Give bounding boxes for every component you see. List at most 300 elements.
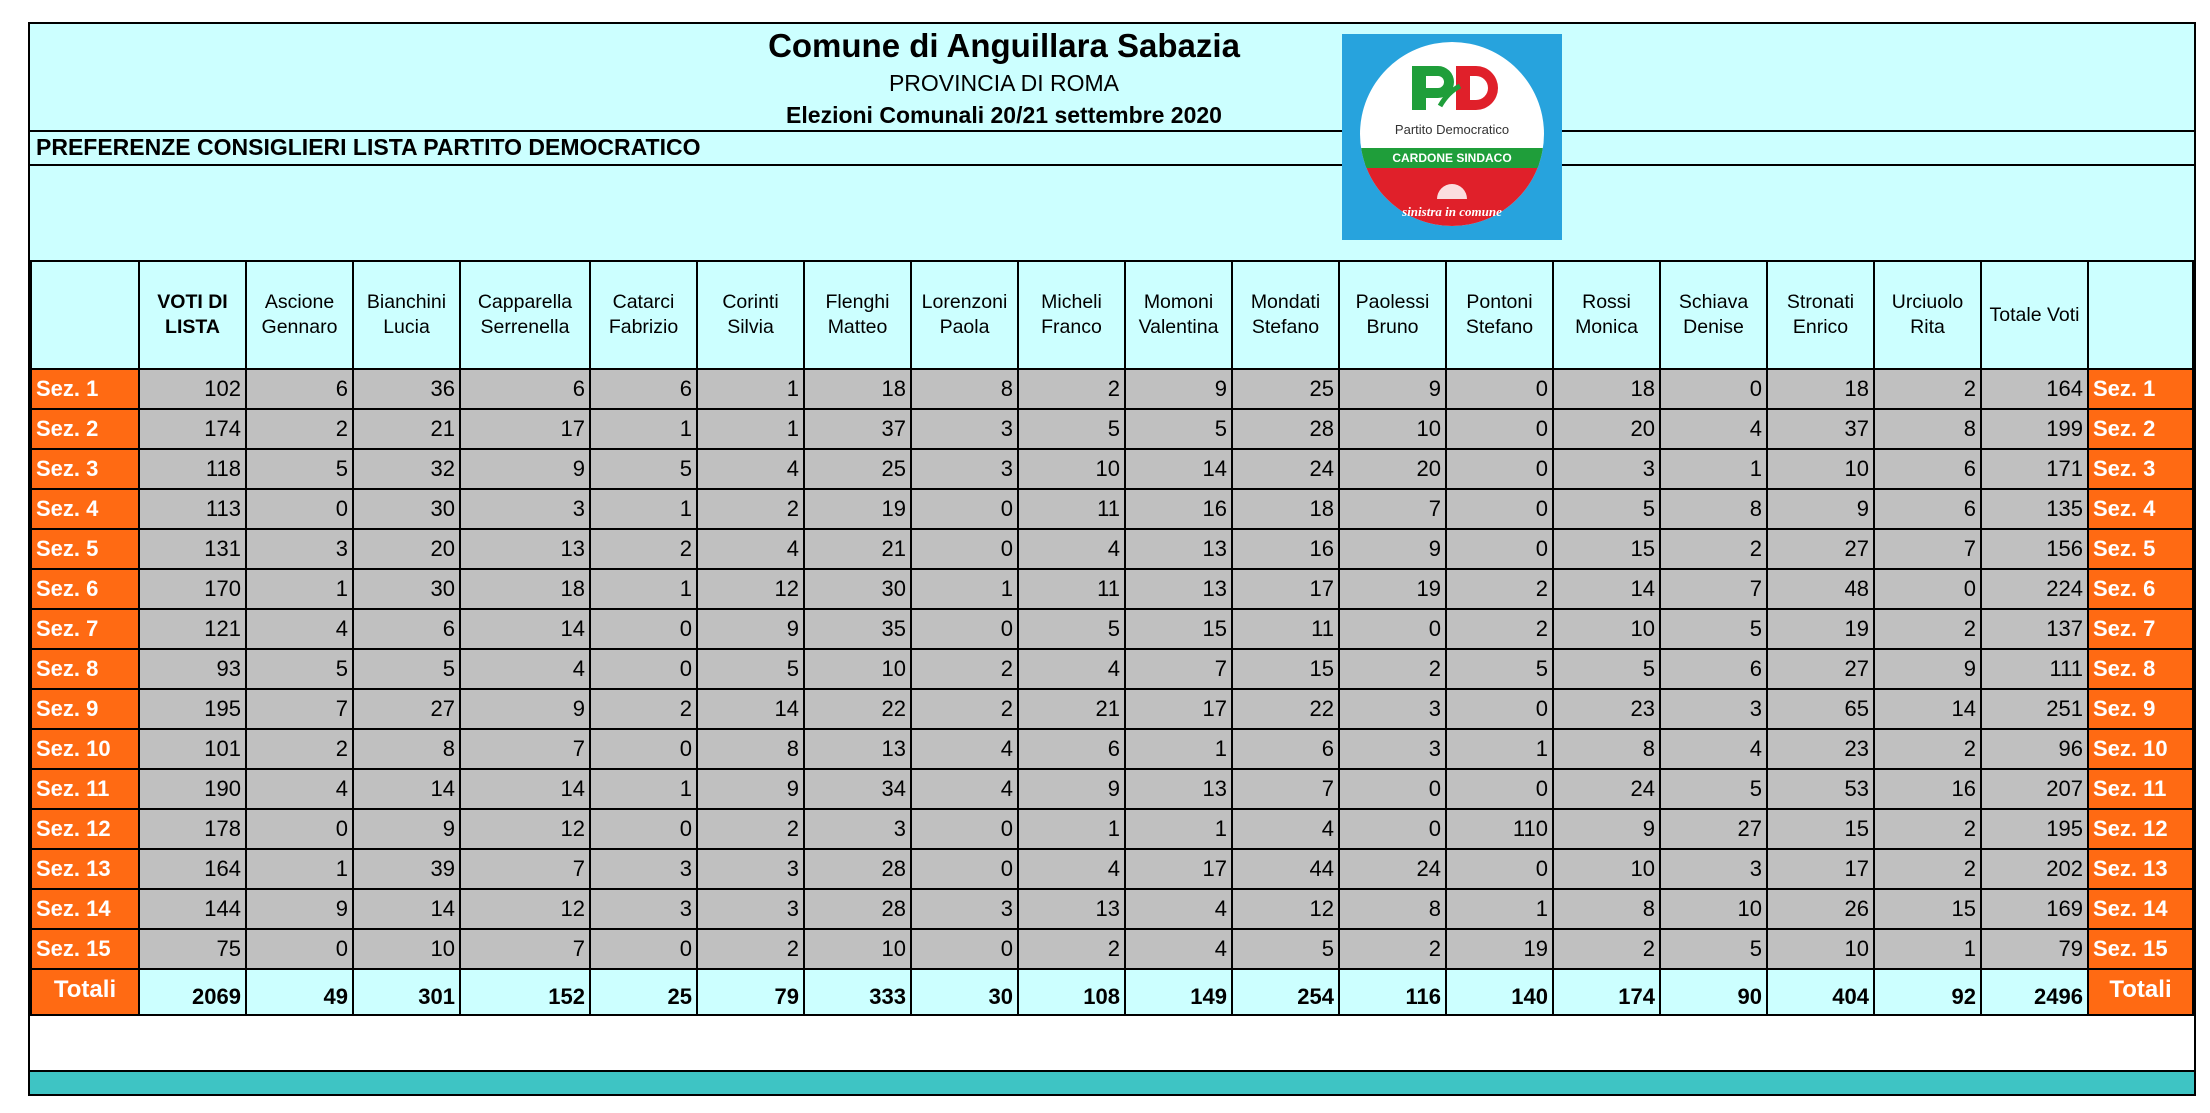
column-header bbox=[1446, 261, 1553, 369]
vote-cell: 8 bbox=[353, 729, 460, 769]
vote-cell: 27 bbox=[353, 689, 460, 729]
vote-cell: 22 bbox=[1232, 689, 1339, 729]
logo-slogan: sinistra in comune bbox=[1402, 204, 1502, 219]
vote-cell: 1 bbox=[911, 569, 1018, 609]
vote-cell: 28 bbox=[804, 889, 911, 929]
vote-cell: 8 bbox=[697, 729, 804, 769]
column-header-line: LISTA bbox=[165, 316, 220, 338]
vote-cell: 12 bbox=[697, 569, 804, 609]
total-votes-cell: 171 bbox=[1981, 449, 2088, 489]
vote-cell: 27 bbox=[1660, 809, 1767, 849]
vote-cell: 22 bbox=[804, 689, 911, 729]
column-header-line: Capparella bbox=[477, 291, 573, 313]
vote-cell: 24 bbox=[1232, 449, 1339, 489]
vote-cell: 0 bbox=[1446, 529, 1553, 569]
vote-cell: 5 bbox=[697, 649, 804, 689]
vote-cell: 2 bbox=[1874, 849, 1981, 889]
vote-cell: 10 bbox=[353, 929, 460, 969]
vote-cell: 53 bbox=[1767, 769, 1874, 809]
column-header-line: Rita bbox=[1910, 316, 1945, 338]
total-cell: 25 bbox=[590, 969, 697, 1015]
list-votes-cell: 131 bbox=[139, 529, 246, 569]
column-header bbox=[246, 261, 353, 369]
vote-cell: 8 bbox=[1553, 889, 1660, 929]
vote-cell: 2 bbox=[1874, 809, 1981, 849]
vote-cell: 9 bbox=[697, 769, 804, 809]
list-votes-cell: 75 bbox=[139, 929, 246, 969]
vote-cell: 2 bbox=[246, 409, 353, 449]
vote-cell: 6 bbox=[1874, 449, 1981, 489]
vote-cell: 8 bbox=[911, 369, 1018, 409]
vote-cell: 25 bbox=[1232, 369, 1339, 409]
vote-cell: 5 bbox=[1125, 409, 1232, 449]
column-header bbox=[1767, 261, 1874, 369]
vote-cell: 3 bbox=[1339, 729, 1446, 769]
vote-cell: 9 bbox=[1767, 489, 1874, 529]
total-cell: 90 bbox=[1660, 969, 1767, 1015]
vote-cell: 18 bbox=[804, 369, 911, 409]
vote-cell: 4 bbox=[460, 649, 590, 689]
list-votes-cell: 102 bbox=[139, 369, 246, 409]
vote-cell: 2 bbox=[1339, 649, 1446, 689]
vote-cell: 4 bbox=[1660, 409, 1767, 449]
section-label-cell: Sez. 9 bbox=[2088, 689, 2193, 729]
total-votes-cell: 111 bbox=[1981, 649, 2088, 689]
logo-banner: CARDONE SINDACO bbox=[1392, 151, 1512, 165]
vote-cell: 9 bbox=[1018, 769, 1125, 809]
vote-cell: 20 bbox=[1339, 449, 1446, 489]
vote-cell: 2 bbox=[1874, 369, 1981, 409]
vote-cell: 7 bbox=[1339, 489, 1446, 529]
page-title: Comune di Anguillara Sabazia bbox=[768, 27, 1240, 64]
list-votes-cell: 170 bbox=[139, 569, 246, 609]
section-label-cell: Sez. 13 bbox=[2088, 849, 2193, 889]
vote-cell: 35 bbox=[804, 609, 911, 649]
vote-cell: 9 bbox=[460, 689, 590, 729]
section-label-cell: Sez. 1 bbox=[2088, 369, 2193, 409]
total-votes-cell: 207 bbox=[1981, 769, 2088, 809]
totals-row bbox=[31, 969, 2193, 1015]
vote-cell: 0 bbox=[590, 929, 697, 969]
vote-cell: 37 bbox=[804, 409, 911, 449]
column-header-line: Paolessi bbox=[1355, 291, 1430, 313]
vote-cell: 2 bbox=[1874, 729, 1981, 769]
vote-cell: 17 bbox=[1125, 689, 1232, 729]
vote-cell: 1 bbox=[1446, 729, 1553, 769]
vote-cell: 5 bbox=[1660, 929, 1767, 969]
column-header bbox=[353, 261, 460, 369]
vote-cell: 1 bbox=[590, 409, 697, 449]
section-label-cell: Sez. 4 bbox=[2088, 489, 2193, 529]
column-header-line: Stefano bbox=[1465, 316, 1534, 338]
section-label-cell: Sez. 6 bbox=[31, 569, 139, 609]
vote-cell: 3 bbox=[911, 409, 1018, 449]
table-row bbox=[31, 409, 2193, 449]
vote-cell: 2 bbox=[911, 689, 1018, 729]
vote-cell: 14 bbox=[1553, 569, 1660, 609]
vote-cell: 1 bbox=[1125, 809, 1232, 849]
logo-party-name: Partito Democratico bbox=[1394, 122, 1510, 137]
vote-cell: 3 bbox=[804, 809, 911, 849]
total-cell: 116 bbox=[1339, 969, 1446, 1015]
section-label-cell: Sez. 2 bbox=[31, 409, 139, 449]
vote-cell: 0 bbox=[1446, 849, 1553, 889]
vote-cell: 4 bbox=[697, 529, 804, 569]
table-row bbox=[31, 649, 2193, 689]
section-label-cell: Sez. 2 bbox=[2088, 409, 2193, 449]
column-header-line: Stefano bbox=[1251, 316, 1320, 338]
vote-cell: 2 bbox=[590, 529, 697, 569]
section-label-cell: Sez. 15 bbox=[2088, 929, 2193, 969]
total-cell: 92 bbox=[1874, 969, 1981, 1015]
vote-cell: 14 bbox=[1125, 449, 1232, 489]
list-votes-cell: 113 bbox=[139, 489, 246, 529]
results-sheet bbox=[28, 22, 2196, 1096]
vote-cell: 0 bbox=[1339, 809, 1446, 849]
vote-cell: 8 bbox=[1339, 889, 1446, 929]
vote-cell: 21 bbox=[353, 409, 460, 449]
total-cell: 301 bbox=[353, 969, 460, 1015]
column-header bbox=[1018, 261, 1125, 369]
vote-cell: 3 bbox=[590, 849, 697, 889]
vote-cell: 0 bbox=[1446, 689, 1553, 729]
column-header-line: Paola bbox=[939, 316, 990, 338]
total-cell: 2496 bbox=[1981, 969, 2088, 1015]
party-logo bbox=[1342, 34, 1562, 240]
column-header-line: Bruno bbox=[1366, 316, 1419, 338]
column-header-line: Totale Voti bbox=[1989, 303, 2080, 326]
total-cell: 79 bbox=[697, 969, 804, 1015]
vote-cell: 25 bbox=[804, 449, 911, 489]
vote-cell: 0 bbox=[1446, 409, 1553, 449]
vote-cell: 11 bbox=[1018, 489, 1125, 529]
vote-cell: 19 bbox=[804, 489, 911, 529]
vote-cell: 18 bbox=[460, 569, 590, 609]
header-corner bbox=[31, 261, 139, 369]
vote-cell: 15 bbox=[1232, 649, 1339, 689]
vote-cell: 9 bbox=[246, 889, 353, 929]
vote-cell: 2 bbox=[911, 649, 1018, 689]
election-label: Elezioni Comunali 20/21 settembre 2020 bbox=[786, 102, 1222, 128]
vote-cell: 7 bbox=[246, 689, 353, 729]
vote-cell: 5 bbox=[1660, 609, 1767, 649]
vote-cell: 27 bbox=[1767, 529, 1874, 569]
vote-cell: 0 bbox=[1874, 569, 1981, 609]
section-label-cell: Sez. 4 bbox=[31, 489, 139, 529]
vote-cell: 6 bbox=[460, 369, 590, 409]
vote-cell: 19 bbox=[1767, 609, 1874, 649]
list-votes-cell: 101 bbox=[139, 729, 246, 769]
column-header-line: Ascione bbox=[264, 291, 335, 313]
column-header-line: Lorenzoni bbox=[921, 291, 1008, 313]
votes-table bbox=[30, 260, 2194, 1016]
vote-cell: 14 bbox=[353, 769, 460, 809]
vote-cell: 10 bbox=[804, 929, 911, 969]
vote-cell: 16 bbox=[1874, 769, 1981, 809]
vote-cell: 0 bbox=[1446, 489, 1553, 529]
vote-cell: 32 bbox=[353, 449, 460, 489]
vote-cell: 13 bbox=[1125, 529, 1232, 569]
vote-cell: 24 bbox=[1339, 849, 1446, 889]
vote-cell: 2 bbox=[1660, 529, 1767, 569]
list-votes-cell: 118 bbox=[139, 449, 246, 489]
vote-cell: 15 bbox=[1874, 889, 1981, 929]
total-cell: 152 bbox=[460, 969, 590, 1015]
column-header-line: Momoni bbox=[1143, 291, 1214, 313]
column-header-line: Franco bbox=[1041, 316, 1102, 338]
vote-cell: 3 bbox=[1339, 689, 1446, 729]
vote-cell: 16 bbox=[1125, 489, 1232, 529]
section-label-cell: Sez. 10 bbox=[31, 729, 139, 769]
vote-cell: 2 bbox=[1446, 569, 1553, 609]
vote-cell: 14 bbox=[1874, 689, 1981, 729]
vote-cell: 3 bbox=[590, 889, 697, 929]
vote-cell: 12 bbox=[1232, 889, 1339, 929]
section-label-cell: Sez. 5 bbox=[31, 529, 139, 569]
vote-cell: 5 bbox=[1446, 649, 1553, 689]
vote-cell: 7 bbox=[1125, 649, 1232, 689]
vote-cell: 17 bbox=[460, 409, 590, 449]
total-votes-cell: 251 bbox=[1981, 689, 2088, 729]
vote-cell: 5 bbox=[246, 449, 353, 489]
vote-cell: 2 bbox=[1446, 609, 1553, 649]
list-votes-cell: 144 bbox=[139, 889, 246, 929]
vote-cell: 21 bbox=[1018, 689, 1125, 729]
vote-cell: 0 bbox=[911, 529, 1018, 569]
vote-cell: 0 bbox=[590, 729, 697, 769]
divider bbox=[30, 130, 2194, 132]
vote-cell: 20 bbox=[353, 529, 460, 569]
total-votes-cell: 202 bbox=[1981, 849, 2088, 889]
section-label-cell: Sez. 3 bbox=[31, 449, 139, 489]
vote-cell: 3 bbox=[697, 889, 804, 929]
vote-cell: 5 bbox=[590, 449, 697, 489]
total-votes-cell: 137 bbox=[1981, 609, 2088, 649]
column-header-line: Rossi bbox=[1582, 291, 1631, 313]
vote-cell: 5 bbox=[1232, 929, 1339, 969]
section-label-cell: Sez. 13 bbox=[31, 849, 139, 889]
vote-cell: 2 bbox=[1874, 609, 1981, 649]
section-label-cell: Sez. 8 bbox=[2088, 649, 2193, 689]
column-header-line: Lucia bbox=[383, 316, 430, 338]
vote-cell: 0 bbox=[590, 609, 697, 649]
totals-label: Totali bbox=[2088, 969, 2193, 1015]
vote-cell: 9 bbox=[1553, 809, 1660, 849]
list-votes-cell: 178 bbox=[139, 809, 246, 849]
vote-cell: 2 bbox=[697, 489, 804, 529]
vote-cell: 5 bbox=[1018, 609, 1125, 649]
vote-cell: 18 bbox=[1767, 369, 1874, 409]
totals-label: Totali bbox=[31, 969, 139, 1015]
vote-cell: 6 bbox=[246, 369, 353, 409]
vote-cell: 4 bbox=[1018, 849, 1125, 889]
vote-cell: 10 bbox=[1339, 409, 1446, 449]
column-header bbox=[1874, 261, 1981, 369]
total-cell: 404 bbox=[1767, 969, 1874, 1015]
vote-cell: 12 bbox=[460, 889, 590, 929]
vote-cell: 4 bbox=[697, 449, 804, 489]
total-cell: 108 bbox=[1018, 969, 1125, 1015]
vote-cell: 7 bbox=[460, 849, 590, 889]
table-row bbox=[31, 689, 2193, 729]
header-corner bbox=[2088, 261, 2193, 369]
vote-cell: 10 bbox=[1660, 889, 1767, 929]
list-votes-cell: 93 bbox=[139, 649, 246, 689]
vote-cell: 10 bbox=[1767, 449, 1874, 489]
section-label-cell: Sez. 5 bbox=[2088, 529, 2193, 569]
vote-cell: 4 bbox=[1125, 929, 1232, 969]
vote-cell: 23 bbox=[1553, 689, 1660, 729]
vote-cell: 8 bbox=[1874, 409, 1981, 449]
vote-cell: 15 bbox=[1553, 529, 1660, 569]
vote-cell: 10 bbox=[1553, 609, 1660, 649]
vote-cell: 2 bbox=[246, 729, 353, 769]
vote-cell: 5 bbox=[1018, 409, 1125, 449]
table-row bbox=[31, 369, 2193, 409]
vote-cell: 7 bbox=[1660, 569, 1767, 609]
table-row bbox=[31, 849, 2193, 889]
vote-cell: 2 bbox=[697, 929, 804, 969]
vote-cell: 9 bbox=[1125, 369, 1232, 409]
column-header-line: Mondati bbox=[1250, 291, 1321, 313]
column-header bbox=[139, 261, 246, 369]
vote-cell: 9 bbox=[353, 809, 460, 849]
vote-cell: 36 bbox=[353, 369, 460, 409]
vote-cell: 4 bbox=[1660, 729, 1767, 769]
vote-cell: 11 bbox=[1018, 569, 1125, 609]
vote-cell: 28 bbox=[1232, 409, 1339, 449]
vote-cell: 1 bbox=[1446, 889, 1553, 929]
column-header bbox=[1660, 261, 1767, 369]
vote-cell: 44 bbox=[1232, 849, 1339, 889]
section-label-cell: Sez. 11 bbox=[2088, 769, 2193, 809]
column-header bbox=[1232, 261, 1339, 369]
vote-cell: 19 bbox=[1446, 929, 1553, 969]
vote-cell: 0 bbox=[1446, 769, 1553, 809]
column-header-line: Matteo bbox=[827, 316, 888, 338]
column-header-line: Urciuolo bbox=[1891, 291, 1964, 313]
vote-cell: 6 bbox=[1018, 729, 1125, 769]
column-header bbox=[804, 261, 911, 369]
section-label-cell: Sez. 7 bbox=[31, 609, 139, 649]
total-votes-cell: 224 bbox=[1981, 569, 2088, 609]
section-label-cell: Sez. 12 bbox=[2088, 809, 2193, 849]
vote-cell: 0 bbox=[1446, 369, 1553, 409]
vote-cell: 1 bbox=[246, 569, 353, 609]
vote-cell: 1 bbox=[1125, 729, 1232, 769]
table-row bbox=[31, 449, 2193, 489]
table-row bbox=[31, 769, 2193, 809]
vote-cell: 9 bbox=[1339, 529, 1446, 569]
column-header bbox=[460, 261, 590, 369]
vote-cell: 0 bbox=[246, 809, 353, 849]
vote-cell: 4 bbox=[1018, 649, 1125, 689]
list-votes-cell: 174 bbox=[139, 409, 246, 449]
vote-cell: 1 bbox=[246, 849, 353, 889]
column-header-line: Enrico bbox=[1792, 316, 1849, 338]
vote-cell: 2 bbox=[590, 689, 697, 729]
vote-cell: 13 bbox=[460, 529, 590, 569]
table-row bbox=[31, 609, 2193, 649]
province-label: PROVINCIA DI ROMA bbox=[888, 70, 1120, 96]
bottom-bar bbox=[30, 1070, 2194, 1094]
vote-cell: 19 bbox=[1339, 569, 1446, 609]
vote-cell: 3 bbox=[460, 489, 590, 529]
vote-cell: 26 bbox=[1767, 889, 1874, 929]
vote-cell: 6 bbox=[1660, 649, 1767, 689]
column-header bbox=[911, 261, 1018, 369]
column-header-line: Schiava bbox=[1678, 291, 1749, 313]
column-header-line: Micheli bbox=[1041, 291, 1102, 313]
column-header-line: Silvia bbox=[727, 316, 774, 338]
section-label-cell: Sez. 3 bbox=[2088, 449, 2193, 489]
vote-cell: 0 bbox=[246, 929, 353, 969]
vote-cell: 0 bbox=[590, 649, 697, 689]
list-votes-cell: 121 bbox=[139, 609, 246, 649]
vote-cell: 14 bbox=[353, 889, 460, 929]
column-header bbox=[1125, 261, 1232, 369]
vote-cell: 4 bbox=[1232, 809, 1339, 849]
vote-cell: 30 bbox=[804, 569, 911, 609]
total-cell: 333 bbox=[804, 969, 911, 1015]
column-header-line: Serrenella bbox=[480, 316, 570, 338]
vote-cell: 1 bbox=[697, 369, 804, 409]
vote-cell: 10 bbox=[804, 649, 911, 689]
vote-cell: 0 bbox=[1660, 369, 1767, 409]
vote-cell: 3 bbox=[1660, 849, 1767, 889]
column-header-line: Stronati bbox=[1786, 291, 1855, 313]
vote-cell: 30 bbox=[353, 489, 460, 529]
vote-cell: 39 bbox=[353, 849, 460, 889]
column-header-line: Fabrizio bbox=[608, 316, 679, 338]
vote-cell: 3 bbox=[697, 849, 804, 889]
column-header-line: Pontoni bbox=[1466, 291, 1533, 313]
table-row bbox=[31, 489, 2193, 529]
table-row bbox=[31, 809, 2193, 849]
vote-cell: 5 bbox=[1660, 769, 1767, 809]
column-header-line: Catarci bbox=[612, 291, 675, 313]
vote-cell: 30 bbox=[353, 569, 460, 609]
vote-cell: 6 bbox=[590, 369, 697, 409]
column-header-line: Gennaro bbox=[261, 316, 338, 338]
vote-cell: 3 bbox=[1553, 449, 1660, 489]
vote-cell: 15 bbox=[1767, 809, 1874, 849]
vote-cell: 0 bbox=[246, 489, 353, 529]
vote-cell: 0 bbox=[1339, 609, 1446, 649]
vote-cell: 1 bbox=[1018, 809, 1125, 849]
vote-cell: 2 bbox=[1339, 929, 1446, 969]
vote-cell: 2 bbox=[1553, 929, 1660, 969]
section-label-cell: Sez. 12 bbox=[31, 809, 139, 849]
table-row bbox=[31, 929, 2193, 969]
vote-cell: 3 bbox=[911, 889, 1018, 929]
vote-cell: 14 bbox=[697, 689, 804, 729]
vote-cell: 23 bbox=[1767, 729, 1874, 769]
vote-cell: 4 bbox=[246, 609, 353, 649]
vote-cell: 1 bbox=[590, 489, 697, 529]
vote-cell: 8 bbox=[1553, 729, 1660, 769]
table-row bbox=[31, 729, 2193, 769]
section-label: PREFERENZE CONSIGLIERI LISTA PARTITO DEMOCRATICO bbox=[36, 134, 701, 160]
vote-cell: 13 bbox=[1125, 569, 1232, 609]
vote-cell: 1 bbox=[1660, 449, 1767, 489]
vote-cell: 0 bbox=[911, 489, 1018, 529]
vote-cell: 5 bbox=[1553, 649, 1660, 689]
vote-cell: 1 bbox=[590, 569, 697, 609]
total-votes-cell: 169 bbox=[1981, 889, 2088, 929]
sheet-header bbox=[30, 24, 2194, 260]
column-header bbox=[590, 261, 697, 369]
